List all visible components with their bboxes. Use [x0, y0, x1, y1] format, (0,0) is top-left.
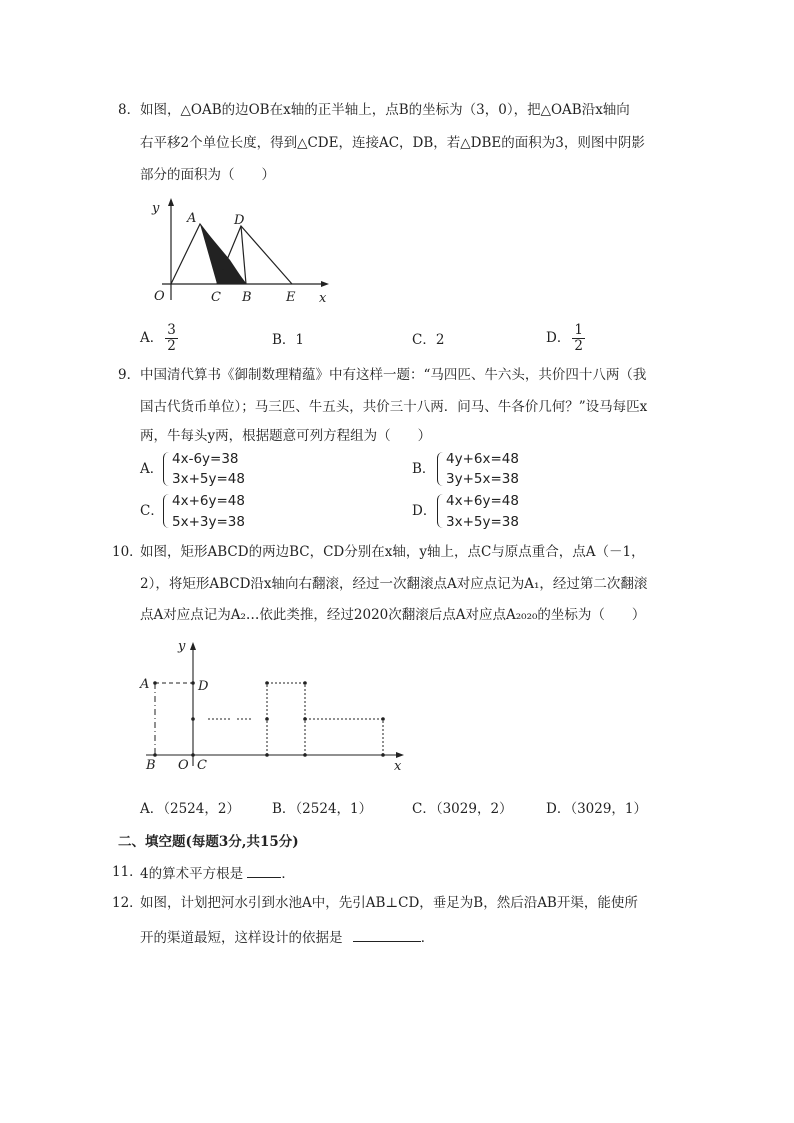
figure-label: E — [286, 290, 296, 305]
option-c[interactable]: C．（3029，2） — [412, 801, 513, 817]
figure-label: A — [140, 677, 150, 692]
brace — [163, 494, 170, 528]
question-text-line: 2），将矩形ABCD沿x轴向右翻滚，经过一次翻滚点A对应点记为A₁，经过第二次翻滚 — [140, 576, 648, 592]
figure-label: x — [319, 291, 327, 306]
brace — [437, 494, 444, 528]
figure-label: B — [242, 290, 252, 305]
fraction: $\frac{1}{2}$ — [574, 322, 583, 354]
question-number: 12． — [112, 895, 143, 911]
equation: 4x+6y=48 — [172, 493, 245, 509]
question-text-line: 如图，矩形ABCD的两边BC，CD分别在x轴，y轴上，点C与原点重合，点A（－1， — [140, 544, 645, 560]
question-text: 4的算术平方根是 ． — [140, 863, 295, 883]
question-text-line: 点A对应点记为A₂…依此类推，经过2020次翻滚后点A对应点A₂₀₂₀的坐标为（ ） — [140, 607, 646, 623]
brace — [163, 452, 170, 486]
figure-label: B — [146, 758, 156, 773]
figure-label: y — [152, 201, 160, 216]
equation: 5x+3y=38 — [172, 514, 245, 530]
figure-label: O — [178, 758, 189, 773]
figure-label: O — [154, 289, 165, 304]
equation: 4x+6y=48 — [446, 493, 519, 509]
option-b[interactable]: B．（2524，1） — [272, 801, 373, 817]
question-text-line: 开的渠道最短，这样设计的依据是 ． — [140, 927, 434, 947]
figure-label: D — [198, 679, 209, 694]
triangle-translation-figure — [140, 196, 340, 308]
question-text-line: 部分的面积为（ ） — [140, 167, 275, 183]
question-number: 9． — [118, 367, 141, 383]
equation: 4y+6x=48 — [446, 451, 519, 467]
figure-label: C — [211, 290, 221, 305]
question-text-line: 两，牛每头y两，根据题意可列方程组为（ ） — [140, 428, 432, 444]
rectangle-rolling-figure — [138, 636, 408, 772]
figure-label: C — [197, 758, 207, 773]
option-b[interactable]: B．1 — [272, 332, 305, 348]
brace — [437, 452, 444, 486]
equation: 3y+5x=38 — [446, 471, 519, 487]
equation: 3x+5y=48 — [172, 471, 245, 487]
figure-label: y — [178, 639, 186, 654]
option-c[interactable]: C．2 — [412, 332, 445, 348]
figure-label: A — [187, 211, 197, 226]
fraction: $\frac{3}{2}$ — [167, 322, 176, 354]
option-d[interactable]: D．（3029，1） — [546, 801, 648, 817]
question-number: 11． — [112, 864, 143, 880]
question-text-line: 右平移2个单位长度，得到△CDE，连接AC，DB，若△DBE的面积为3，则图中阴影 — [140, 135, 645, 151]
equation: 3x+5y=38 — [446, 514, 519, 530]
answer-blank[interactable] — [353, 927, 421, 942]
option-a[interactable]: A． $\frac{3}{2}$ — [140, 322, 176, 354]
figure-label: D — [234, 213, 245, 228]
question-text-line: 如图，△OAB的边OB在x轴的正半轴上，点B的坐标为（3，0），把△OAB沿x轴向 — [140, 102, 630, 118]
question-text-line: 中国清代算书《御制数理精蕴》中有这样一题：“马四匹、牛六头，共价四十八两（我 — [140, 367, 647, 383]
figure-label: x — [394, 759, 402, 774]
option-a[interactable]: A．（2524，2） — [140, 801, 240, 817]
option-d[interactable]: D． $\frac{1}{2}$ — [546, 322, 583, 354]
answer-blank[interactable] — [247, 863, 281, 878]
question-text-line: 国古代货币单位）；马三匹、牛五头，共价三十八两．问马、牛各价几何？”设马每匹x — [140, 399, 648, 415]
question-number: 8． — [118, 102, 141, 118]
equation: 4x-6y=38 — [172, 451, 239, 467]
question-number: 10． — [112, 544, 143, 560]
section-heading: 二、填空题(每题3分,共15分) — [118, 834, 299, 850]
question-text-line: 如图，计划把河水引到水池A中，先引AB⊥CD，垂足为B，然后沿AB开渠，能使所 — [140, 895, 638, 911]
